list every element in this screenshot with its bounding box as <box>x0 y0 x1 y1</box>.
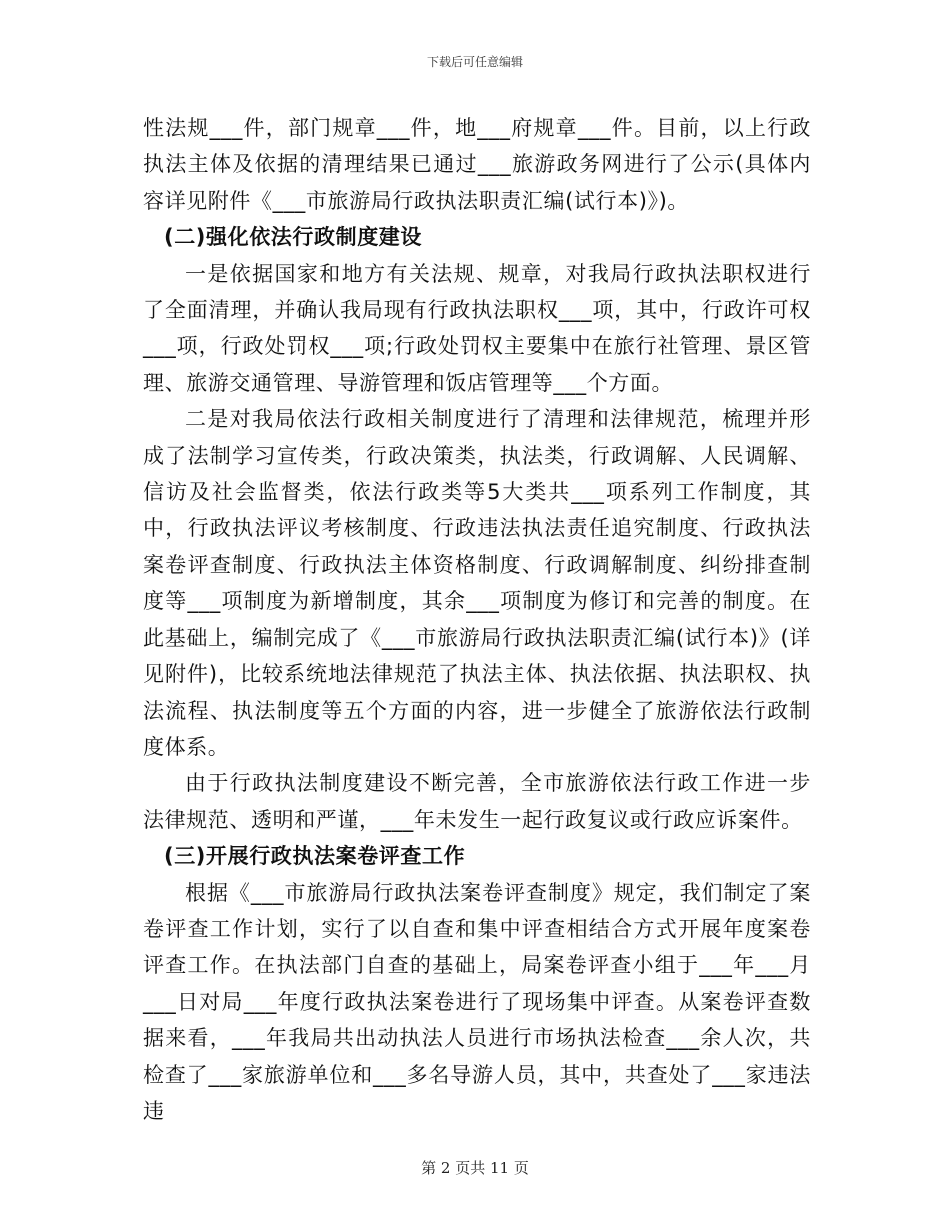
paragraph: 性法规___件，部门规章___件，地___府规章___件。目前，以上行政执法主体及依据的清理结果已通过___旅游政务网进行了公示(具体内容详见附件《___市旅游局行政执法职责汇编(试行本)》)。 <box>143 116 811 213</box>
paragraph: 一是依据国家和地方有关法规、规章，对我局行政执法职权进行了全面清理，并确认我局现有行政执法职权___项，其中，行政许可权___项，行政处罚权___项;行政处罚权主要集中在旅行社管理、景区管理、旅游交通管理、导游管理和饭店管理等___个方面。 <box>143 261 811 395</box>
section-heading: (三)开展行政执法案卷评查工作 <box>164 844 466 869</box>
paragraph: 根据《___市旅游局行政执法案卷评查制度》规定，我们制定了案卷评查工作计划，实行了以自查和集中评查相结合方式开展年度案卷评查工作。在执法部门自查的基础上，局案卷评查小组于___年___月___日对局___年度行政执法案卷进行了现场集中评查。从案卷评查数据来看，___年我局共出动执法人员进行市场执法检查___余人次，共检查了___家旅游单位和___多名导游人员，其中，共查处了___家违法违 <box>143 880 811 1123</box>
paragraph: 二是对我局依法行政相关制度进行了清理和法律规范，梳理并形成了法制学习宣传类，行政决策类，执法类，行政调解、人民调解、信访及社会监督类，依法行政类等5大类共___项系列工作制度，其中，行政执法评议考核制度、行政违法执法责任追究制度、行政执法案卷评查制度、行政执法主体资格制度、行政调解制度、纠纷排查制度等___项制度为新增制度，其余___项制度为修订和完善的制度。在此基础上，编制完成了《___市旅游局行政执法职责汇编(试行本)》(详见附件)，比较系统地法律规范了执法主体、执法依据、执法职权、执法流程、执法制度等五个方面的内容，进一步健全了旅游依法行政制度体系。 <box>143 407 811 759</box>
page-footer: 第 2 页共 11 页 <box>421 1159 529 1177</box>
page-header: 下载后可任意编辑 <box>426 55 523 69</box>
paragraph: 由于行政执法制度建设不断完善，全市旅游依法行政工作进一步法律规范、透明和严谨，___年未发生一起行政复议或行政应诉案件。 <box>143 771 811 832</box>
document-body <box>143 110 811 1129</box>
section-heading: (二)强化依法行政制度建设 <box>164 225 422 250</box>
